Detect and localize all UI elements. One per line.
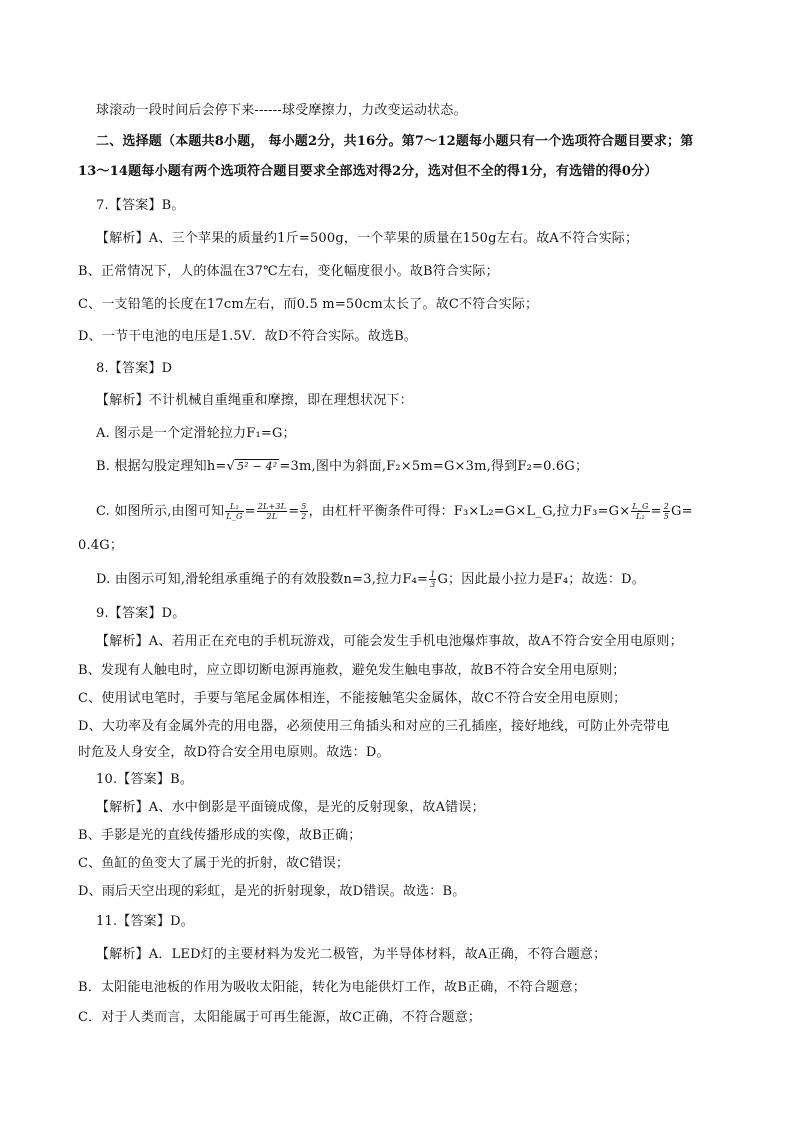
analysis-9-d-cont: 时危及人身安全，故D符合安全用电原则。故选：D。 xyxy=(78,745,390,760)
analysis-11-b: B．太阳能电池板的作用为吸收太阳能，转化为电能供灯工作，故B正确，不符合题意； xyxy=(78,980,586,995)
text-segment: =3m,图中为斜面,F₂×5m=G×3m,得到F₂=0.6G； xyxy=(279,459,589,474)
answer-8: 8.【答案】D xyxy=(96,361,173,376)
text-line: 球滚动一段时间后会停下来------球受摩擦力，力改变运动状态。 xyxy=(96,103,467,118)
analysis-8-a: A. 图示是一个定滑轮拉力F₁=G； xyxy=(96,426,296,441)
analysis-10-d: D、雨后天空出现的彩虹，是光的折射现象，故D错误。故选：B。 xyxy=(78,884,466,899)
text-segment: B. 根据勾股定理知h= xyxy=(96,459,227,474)
analysis-10-c: C、鱼缸的鱼变大了属于光的折射，故C错误； xyxy=(78,856,350,871)
analysis-7-c: C、一支铅笔的长度在17cm左右，而0.5 m=50cm太长了。故C不符合实际； xyxy=(78,297,539,312)
text-segment: G= xyxy=(671,504,693,519)
answer-10: 10.【答案】B。 xyxy=(96,772,194,787)
text-segment: C. 如图所示,由图可知 xyxy=(96,504,225,519)
analysis-9-d: D、大功率及有金属外壳的用电器，必须使用三角插头和对应的三孔插座，接好地线，可防止外壳带电 xyxy=(78,719,670,734)
fraction: $\frac{5}{2}$ xyxy=(301,502,307,521)
section-heading: 二、选择题（本题共8小题， 每小题2分，共16分。第7～12题每小题只有一个选项符合题目要求；第 xyxy=(96,134,694,149)
analysis-7-d: D、一节干电池的电压是1.5V．故D不符合实际。故选B。 xyxy=(78,329,418,344)
analysis-11-a: 【解析】A．LED灯的主要材料为发光二极管，为半导体材料，故A正确，不符合题意； xyxy=(96,947,607,962)
analysis-8-c: C. 如图所示,由图可知 $\frac{\text{L₂}}{L\_G}$ = $\frac{2L+3L}{2L}$ = $\frac{5}{2}$ ，由杠杆平衡条件可得：F₃×L₂=G×L_G,拉力F₃=G× $\frac{L\_G}{\text{L₂}}$ = $\frac{2}{5}$ G= xyxy=(96,502,693,521)
analysis-7-b: B、正常情况下，人的体温在37℃左右，变化幅度很小。故B符合实际； xyxy=(78,264,499,279)
analysis-7-a: 【解析】A、三个苹果的质量约1斤=500g，一个苹果的质量在150g左右。故A不符合实际； xyxy=(96,231,639,246)
fraction: $\frac{L\_G}{\text{L₂}}$ xyxy=(632,502,649,521)
analysis-8-d xyxy=(96,570,645,589)
answer-7: 7.【答案】B。 xyxy=(96,198,185,213)
answer-11: 11.【答案】D。 xyxy=(96,914,194,929)
answer-9: 9.【答案】D。 xyxy=(96,606,186,621)
fraction: $\frac{2L+3L}{2L}$ xyxy=(257,502,287,521)
analysis-10-b: B、手影是光的直线传播形成的实像，故B正确； xyxy=(78,828,362,843)
analysis-11-c: C．对于人类而言，太阳能属于可再生能源，故C正确，不符合题意； xyxy=(78,1010,482,1025)
analysis-10-a: 【解析】A、水中倒影是平面镜成像，是光的反射现象，故A错误； xyxy=(96,800,485,815)
analysis-8-intro: 【解析】不计机械自重绳重和摩擦，即在理想状况下： xyxy=(96,393,413,408)
radicand: 5² − 4² xyxy=(236,460,278,473)
text-segment: D. 由图示可知,滑轮组承重绳子的有效股数n=3,拉力F₄= xyxy=(96,572,429,587)
text-segment: ，由杠杆平衡条件可得：F₃×L₂=G×L_G,拉力F₃=G× xyxy=(308,504,631,519)
fraction: $\frac{2}{5}$ xyxy=(663,502,670,521)
analysis-8-b xyxy=(96,458,588,476)
section-heading-cont: 13～14题每小题有两个选项符合题目要求全部选对得2分，选对但不全的得1分，有选错的得0分） xyxy=(78,164,658,179)
fraction: $\frac{1}{3}$ xyxy=(430,570,436,589)
analysis-9-c: C、使用试电笔时，手要与笔尾金属体相连，不能接触笔尖金属体，故C不符合安全用电原则； xyxy=(78,691,627,706)
fraction: $\frac{\text{L₂}}{L\_G}$ xyxy=(226,502,243,521)
analysis-9-a: 【解析】A、若用正在充电的手机玩游戏，可能会发生手机电池爆炸事故，故A不符合安全用电原则； xyxy=(96,634,683,649)
text-segment: G；因此最小拉力是F₄；故选：D。 xyxy=(437,572,645,587)
analysis-9-b: B、发现有人触电时，应立即切断电源再施救，避免发生触电事故，故B不符合安全用电原则； xyxy=(78,663,626,678)
sqrt-expression: √ 5² − 4² xyxy=(226,459,278,474)
analysis-8-c-cont: 0.4G； xyxy=(78,538,124,553)
